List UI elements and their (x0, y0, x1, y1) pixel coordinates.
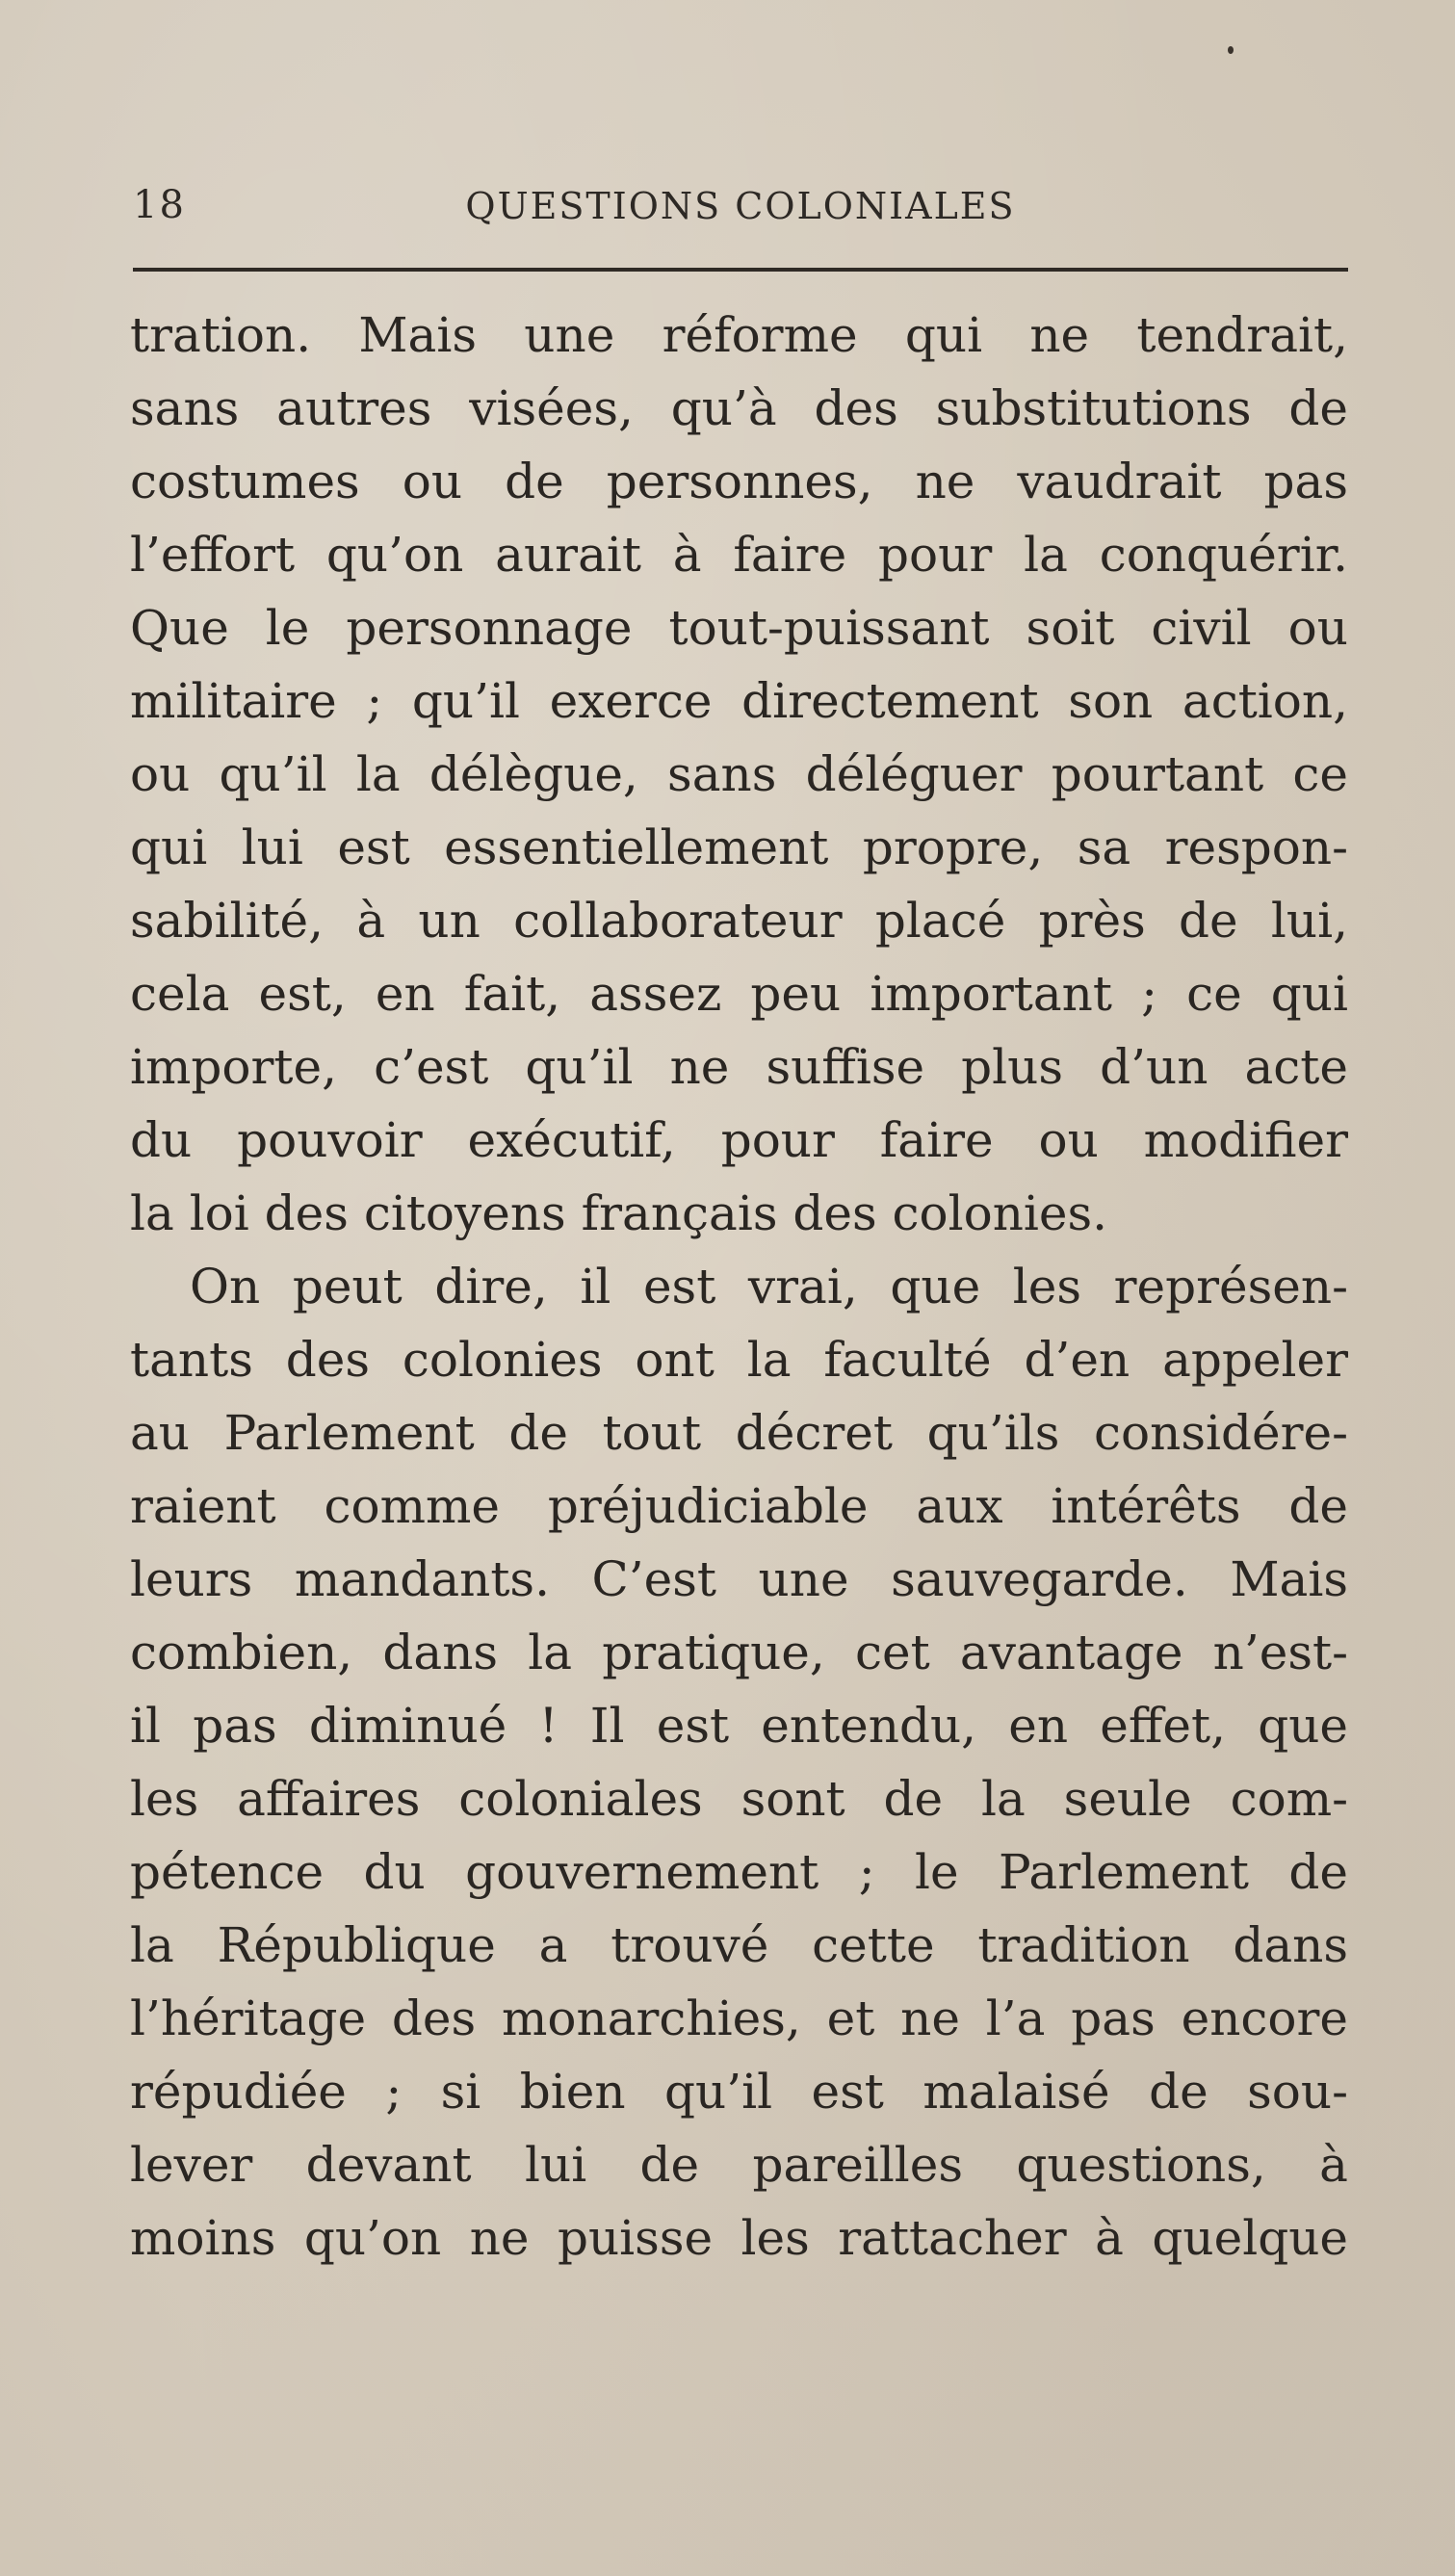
text-line: cela est, en fait, assez peu important ; ce qui (130, 966, 1348, 1022)
text-line: au Parlement de tout décret qu’ils considére- (130, 1405, 1348, 1461)
text-line: raient comme préjudiciable aux intérêts de (130, 1478, 1348, 1534)
text-line: ou qu’il la délègue, sans déléguer pourtant ce (130, 746, 1348, 802)
ink-speck (1228, 46, 1234, 54)
text-line: Que le personnage tout-puissant soit civil ou (130, 600, 1348, 656)
page-header (133, 171, 1348, 229)
text-line: tants des colonies ont la faculté d’en appeler (130, 1332, 1348, 1388)
text-line: combien, dans la pratique, cet avantage n’est- (130, 1625, 1348, 1680)
running-title: QUESTIONS COLONIALES (465, 185, 1016, 227)
text-line: du pouvoir exécutif, pour faire ou modifier (130, 1112, 1348, 1168)
text-line: sabilité, à un collaborateur placé près de lui, (130, 893, 1348, 949)
text-line: leurs mandants. C’est une sauvegarde. Mais (130, 1551, 1348, 1607)
header-rule (133, 268, 1348, 272)
text-line: répudiée ; si bien qu’il est malaisé de sou- (130, 2064, 1348, 2120)
text-line: les affaires coloniales sont de la seule com- (130, 1771, 1348, 1827)
body-text (130, 299, 1348, 2275)
page-number: 18 (133, 183, 186, 227)
text-line: l’effort qu’on aurait à faire pour la conquérir. (130, 527, 1348, 583)
text-line: qui lui est essentiellement propre, sa respon- (130, 820, 1348, 875)
text-line: l’héritage des monarchies, et ne l’a pas encore (130, 1991, 1348, 2046)
text-line: pétence du gouvernement ; le Parlement de (130, 1844, 1348, 1900)
text-line: tration. Mais une réforme qui ne tendrait, (130, 307, 1348, 363)
text-line: la République a trouvé cette tradition dans (130, 1917, 1348, 1973)
text-line: lever devant lui de pareilles questions, à (130, 2137, 1348, 2193)
paragraph-start-line: On peut dire, il est vrai, que les représen- (190, 1259, 1348, 1314)
text-line: importe, c’est qu’il ne suffise plus d’un acte (130, 1039, 1348, 1095)
text-line: costumes ou de personnes, ne vaudrait pas (130, 454, 1348, 509)
text-line: il pas diminué ! Il est entendu, en effet, que (130, 1698, 1348, 1754)
text-line: sans autres visées, qu’à des substitutions de (130, 380, 1348, 436)
text-line: moins qu’on ne puisse les rattacher à quelque (130, 2210, 1348, 2266)
paragraph-end-line: la loi des citoyens français des colonies. (130, 1185, 1108, 1241)
text-line: militaire ; qu’il exerce directement son action, (130, 673, 1348, 729)
